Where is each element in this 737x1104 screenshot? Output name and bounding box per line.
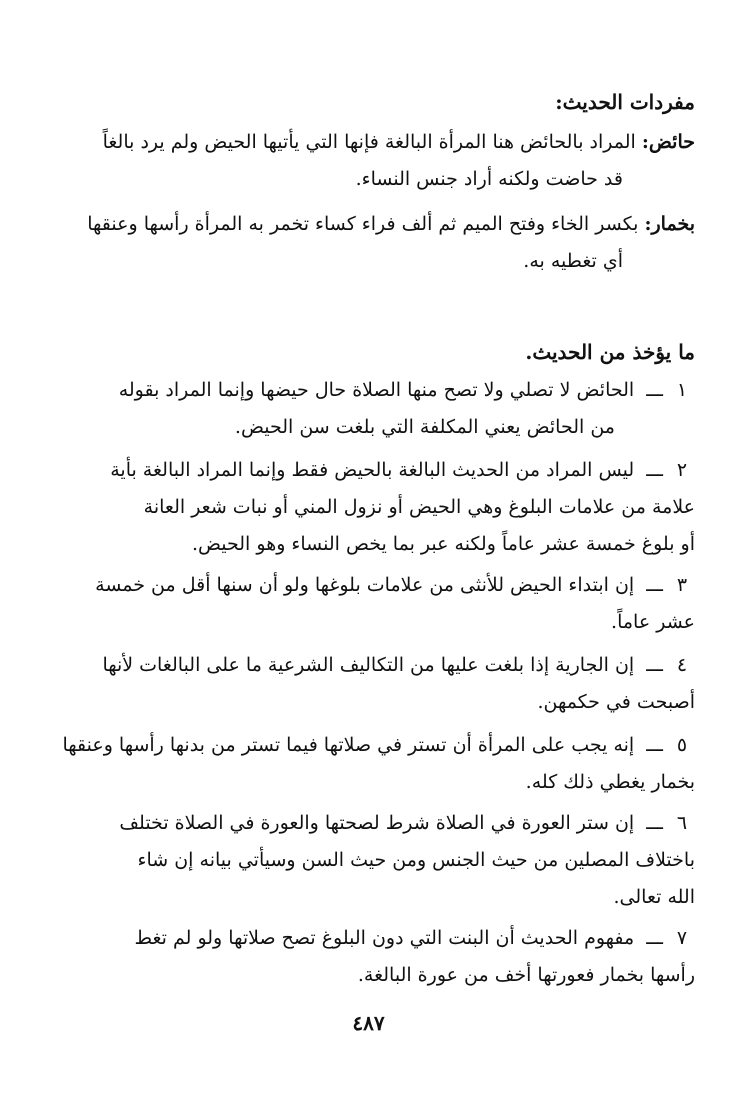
- vocab-entry-haid: [23, 124, 695, 198]
- lesson-item: [23, 805, 695, 916]
- lesson-line: [23, 647, 695, 684]
- lesson-line: [23, 372, 695, 409]
- lesson-line: [23, 920, 695, 957]
- lesson-dash: ـــ: [646, 927, 663, 949]
- lesson-line: باختلاف المصلين من حيث الجنس ومن حيث السن وسيأتي بيانه إن شاء: [137, 849, 695, 871]
- lesson-text: ليس المراد من الحديث البالغة بالحيض فقط وإنما المراد البالغة بأية: [110, 459, 635, 481]
- lesson-number: ١: [676, 379, 688, 401]
- lesson-line: أو بلوغ خمسة عشر عاماً ولكنه عبر بما يخص النساء وهو الحيض.: [191, 533, 695, 555]
- lesson-dash: ـــ: [646, 379, 663, 401]
- vocab-entry-khimar: [23, 206, 695, 280]
- lesson-text: الحائض لا تصلي ولا تصح منها الصلاة حال حيضها وإنما المراد بقوله: [118, 379, 635, 401]
- lesson-line: [23, 805, 695, 842]
- lessons-heading: ما يؤخذ من الحديث.: [525, 340, 695, 364]
- vocab-heading: مفردات الحديث:: [555, 90, 695, 114]
- lesson-text: إن الجارية إذا بلغت عليها من التكاليف الشرعية ما على البالغات لأنها: [102, 654, 635, 676]
- lesson-number: ٥: [676, 734, 688, 756]
- lesson-line: بخمار يغطي ذلك كله.: [525, 771, 695, 793]
- vocab-text: المراد بالحائض هنا المرأة البالغة فإنها التي يأتيها الحيض ولم يرد بالغاً: [102, 131, 636, 153]
- lesson-text: إن ستر العورة في الصلاة شرط لصحتها والعورة في الصلاة تختلف: [119, 812, 635, 834]
- lesson-line: [23, 727, 695, 764]
- lesson-item: [23, 452, 695, 563]
- lesson-dash: ـــ: [646, 459, 663, 481]
- vocab-line: قد حاضت ولكنه أراد جنس النساء.: [355, 168, 623, 190]
- lesson-dash: ـــ: [646, 574, 663, 596]
- lesson-dash: ـــ: [646, 654, 663, 676]
- lesson-line: [23, 567, 695, 604]
- lesson-item: [23, 647, 695, 721]
- lesson-line: رأسها بخمار فعورتها أخف من عورة البالغة.: [357, 964, 695, 986]
- lesson-line: عشر عاماً.: [611, 611, 695, 633]
- vocab-line: [23, 124, 695, 161]
- lesson-dash: ـــ: [646, 734, 663, 756]
- lesson-line: من الحائض يعني المكلفة التي بلغت سن الحيض.: [234, 416, 615, 438]
- lesson-item: [23, 372, 695, 446]
- lesson-item: [23, 920, 695, 994]
- lesson-dash: ـــ: [646, 812, 663, 834]
- lesson-text: إنه يجب على المرأة أن تستر في صلاتها فيما تستر من بدنها رأسها وعنقها: [62, 734, 635, 756]
- lesson-item: [23, 727, 695, 801]
- vocab-term: حائض:: [641, 131, 695, 153]
- lesson-item: [23, 567, 695, 641]
- lesson-text: مفهوم الحديث أن البنت التي دون البلوغ تصح صلاتها ولو لم تغط: [134, 927, 635, 949]
- vocab-line: أي تغطيه به.: [523, 250, 623, 272]
- lesson-line: علامة من علامات البلوغ وهي الحيض أو نزول المني أو نبات شعر العانة: [143, 496, 695, 518]
- lesson-number: ٦: [676, 812, 688, 834]
- lesson-line: الله تعالى.: [613, 886, 695, 908]
- lesson-text: إن ابتداء الحيض للأنثى من علامات بلوغها ولو أن سنها أقل من خمسة: [95, 574, 635, 596]
- lesson-line: [23, 452, 695, 489]
- vocab-text: بكسر الخاء وفتح الميم ثم ألف فراء كساء تخمر به المرأة رأسها وعنقها: [87, 213, 639, 235]
- page-number: ٤٨٧: [352, 1011, 385, 1035]
- vocab-line: [23, 206, 695, 243]
- lesson-number: ٣: [676, 574, 688, 596]
- vocab-term: بخمار:: [644, 213, 695, 235]
- lesson-number: ٧: [676, 927, 688, 949]
- lesson-line: أصبحت في حكمهن.: [537, 691, 695, 713]
- lesson-number: ٤: [676, 654, 688, 676]
- lesson-number: ٢: [676, 459, 688, 481]
